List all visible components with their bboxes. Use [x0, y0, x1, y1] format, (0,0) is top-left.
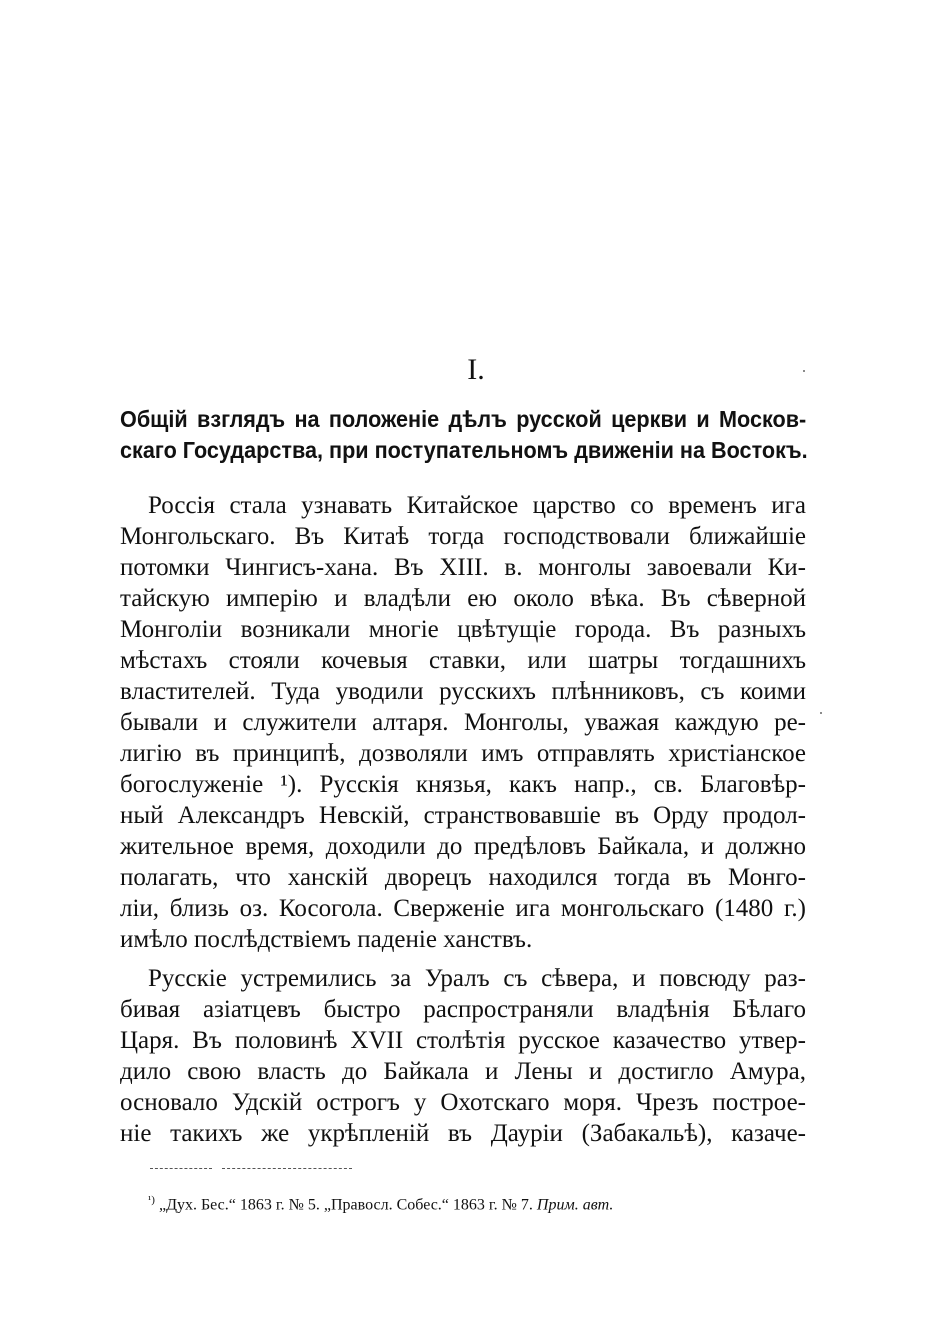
- text-line: основало Удскiй острогъ у Охотскаго моря. Чрезъ построе-: [120, 1089, 806, 1116]
- scan-speck: [803, 370, 805, 372]
- footnote-divider: [150, 1168, 212, 1169]
- chapter-title-line: скаго Государства, при поступательномъ движенiи на Востокъ.: [120, 437, 808, 463]
- chapter-title-line: Общiй взглядъ на положенiе дѣлъ русской церкви и Москов-: [120, 406, 807, 432]
- text-line: Россiя стала узнавать Китайское царство со временъ ига: [148, 492, 806, 519]
- text-line: ный Александръ Невскiй, странствовавшiе въ Орду продол-: [120, 802, 806, 829]
- footnote-text: „Дух. Бес.“ 1863 г. № 5. „Правосл. Собес.“ 1863 г. № 7.: [158, 1196, 533, 1214]
- text-line: дило свою власть до Байкала и Лены и достигло Амура,: [120, 1058, 806, 1085]
- footnote-author-note: Прим. авт.: [536, 1196, 614, 1214]
- scan-speck: [820, 712, 822, 714]
- text-line: властителей. Туда уводили русскихъ плѣнниковъ, съ коими: [120, 678, 806, 705]
- text-line: Монголiи возникали многiе цвѣтущiе города. Въ разныхъ: [120, 616, 806, 643]
- text-line: нiе такихъ же укрѣпленiй въ Дауріи (Забакальѣ), казаче-: [120, 1120, 806, 1147]
- text-line: потомки Чингисъ-хана. Въ XIII. в. монголы завоевали Ки-: [120, 554, 806, 581]
- footnote-mark: ¹): [148, 1194, 155, 1206]
- text-line: лiи, близь оз. Косогола. Сверженiе ига монгольскаго (1480 г.): [120, 895, 806, 922]
- text-line: тайскую имперiю и владѣли ею около вѣка. Въ сѣверной: [120, 585, 806, 612]
- text-line: Царя. Въ половинѣ XVII столѣтiя русское казачество утвер-: [120, 1027, 806, 1054]
- text-line: бивая азiатцевъ быстро распространяли владѣнiя Бѣлаго: [120, 996, 806, 1023]
- text-line: мѣстахъ стояли кочевыя ставки, или шатры тогдашнихъ: [120, 647, 806, 674]
- text-line: Русскiе устремились за Уралъ съ сѣвера, и повсюду раз-: [148, 965, 806, 992]
- chapter-title: [120, 404, 806, 466]
- text-line: полагать, что ханскiй дворецъ находился тогда въ Монго-: [120, 864, 806, 891]
- paragraph-1: [120, 490, 806, 955]
- text-line: Монгольскаго. Въ Китаѣ тогда господствовали ближайшiе: [120, 523, 806, 550]
- text-line: богослуженiе ¹). Русскiя князья, какъ напр., св. Благовѣр-: [120, 771, 806, 798]
- text-line: жительное время, доходили до предѣловъ Байкала, и должно: [120, 833, 806, 860]
- text-line: бывали и служители алтаря. Монголы, уважая каждую ре-: [120, 709, 806, 736]
- footnote-divider: [222, 1168, 352, 1169]
- paragraph-2: [120, 963, 806, 1149]
- footnote: [148, 1190, 788, 1215]
- text-line: лигiю въ принципѣ, дозволяли имъ отправлять христiанское: [120, 740, 806, 767]
- text-line: имѣло послѣдствiемъ паденiе ханствъ.: [120, 926, 533, 953]
- chapter-number: I.: [467, 353, 485, 386]
